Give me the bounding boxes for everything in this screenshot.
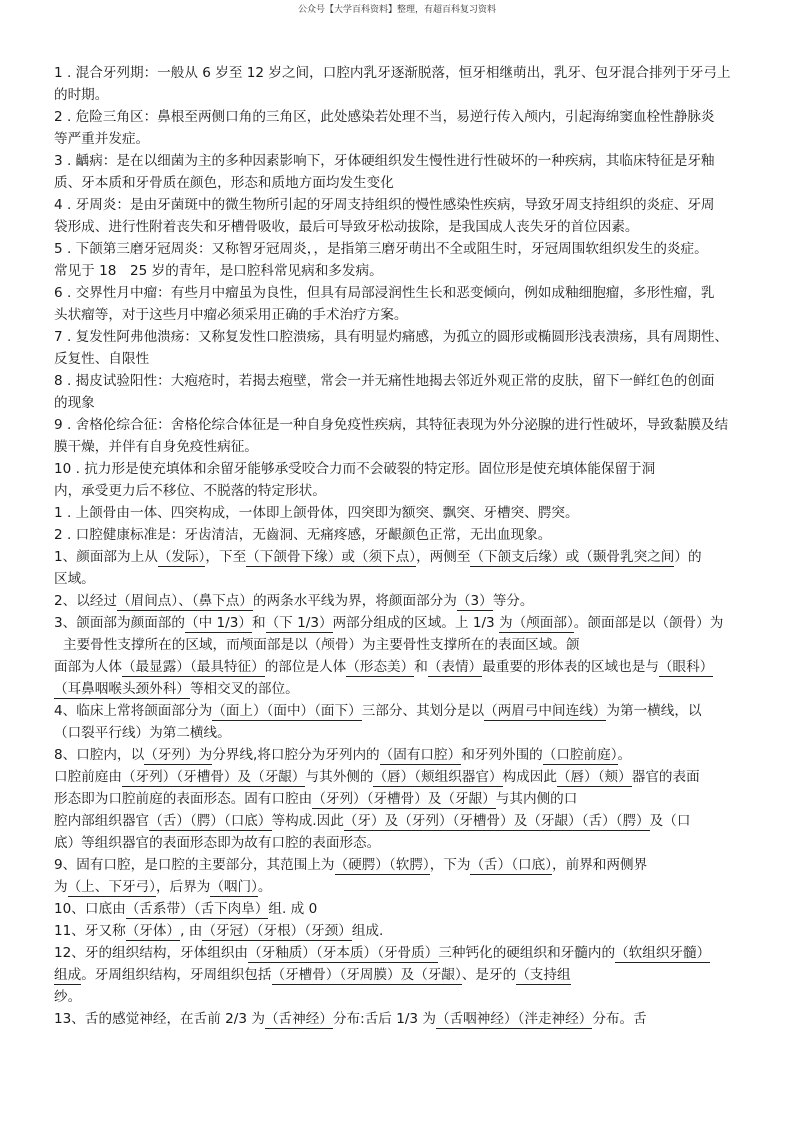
text-segment: 8、口腔内，以: [54, 747, 145, 763]
text-line: [54, 788, 754, 810]
text-segment: 等分。: [492, 593, 534, 609]
text-line: [54, 920, 754, 942]
underlined-answer: （口腔前庭）: [542, 747, 618, 763]
text-line: [54, 414, 754, 436]
underlined-answer: （3）: [456, 593, 493, 609]
text-line: [54, 656, 754, 678]
underlined-answer: （唇）（颊组织器官）: [373, 769, 503, 785]
text-line: [54, 568, 754, 590]
text-line: [54, 282, 754, 304]
text-segment: 纱。: [54, 989, 82, 1005]
document-body: [54, 62, 754, 1030]
text-segment: 1 . 混合牙列期：一般从 6 岁至 12 岁之间，口腔内乳牙逐渐脱落，恒牙相继萌出，乳牙、包牙混合排列于牙弓上: [54, 65, 731, 81]
text-segment: 8 . 揭皮试验阳性：大疱疮时，若揭去疱壁，常会一并无痛性地揭去邻近外观正常的皮肤，留下一鲜红色的创面: [54, 373, 715, 389]
text-segment: 主要骨性支撑所在的区域，而颅面部是以（颅骨）为主要骨性支撑所在的表面区域。颌: [63, 637, 580, 653]
text-segment: 12、牙的组织结构，牙体组织由: [54, 945, 249, 961]
text-line: [54, 502, 754, 524]
text-line: [54, 238, 754, 260]
text-segment: 1、颜面部为上从: [54, 549, 158, 565]
underlined-answer: 为（颅面部）: [499, 615, 574, 631]
underlined-answer: （两眉弓中间连线）: [484, 703, 607, 719]
underlined-answer: （牙列）（牙槽骨）及（牙龈）: [312, 791, 496, 807]
text-line: [54, 744, 754, 766]
underlined-answer: （舌）（腭）（口底）: [149, 813, 272, 829]
underlined-answer: （固有口腔）: [379, 747, 462, 763]
text-segment: 区域。: [54, 571, 95, 587]
text-segment: 10、口底由: [54, 901, 126, 917]
text-segment: ，下至: [205, 549, 247, 565]
text-segment: 膜干燥，并伴有自身免疫性病征。: [54, 439, 258, 455]
text-line: [54, 810, 754, 832]
text-segment: 的部位是人体: [264, 659, 347, 675]
underlined-answer: （咽门）: [210, 879, 258, 895]
text-segment: 构成因此: [502, 769, 557, 785]
text-segment: , 由: [180, 923, 203, 939]
page-header: 公众号【大学百科资料】整理，有超百科复习资料: [297, 5, 496, 15]
text-line: [54, 524, 754, 546]
underlined-answer: （舌咽神经）（泮走神经）: [436, 1011, 593, 1027]
underlined-answer: （下颌骨下缘）或（须下点）: [246, 549, 417, 565]
underlined-answer: （中 1/3）: [185, 615, 252, 631]
text-segment: 质、牙本质和牙骨质在颜色，形态和质地方面均发生变化: [54, 175, 394, 191]
text-segment: 的时期。: [54, 87, 109, 103]
underlined-answer: （支持组: [516, 967, 571, 983]
text-line: [54, 766, 754, 788]
text-segment: 器官的表面: [631, 769, 700, 785]
text-segment: （口裂平行线）为第二横线。: [54, 725, 231, 741]
text-segment: 。: [257, 879, 272, 895]
text-segment: 及（口: [649, 813, 691, 829]
underlined-answer: （耳鼻咽喉头颈外科）: [54, 681, 190, 697]
underlined-answer: （眉间点）、（鼻下点）: [117, 593, 253, 609]
text-segment: 三部分、其划分是以: [361, 703, 485, 719]
text-segment: 口腔前庭由: [54, 769, 122, 785]
text-line: [54, 436, 754, 458]
text-line: [54, 832, 754, 854]
text-segment: 4 . 牙周炎：是由牙菌斑中的微生物所引起的牙周支持组织的慢性感染性疾病，导致牙周支持组织的炎症、牙周: [54, 197, 715, 213]
text-segment: 6 . 交界性月中瘤：有些月中瘤虽为良性，但具有局部浸润性生长和恶变倾向，例如成釉细胞瘤，多形性瘤，乳: [54, 285, 715, 301]
underlined-answer: （上、下牙弓）: [67, 879, 156, 895]
underlined-answer: （下颌支后缘）或（颞骨乳突之间: [470, 549, 675, 565]
text-segment: ，下为: [429, 857, 471, 873]
text-segment: 3 . 齲病：是在以细菌为主的多种因素影响下，牙体硬组织发生慢性进行性破坏的一种疾病，其临床特征是牙釉: [54, 153, 715, 169]
text-segment: ，前界和两侧界: [552, 857, 648, 873]
underlined-answer: （牙冠）（牙根）（牙颈）: [202, 923, 352, 939]
text-line: [54, 348, 754, 370]
text-segment: 和: [251, 615, 266, 631]
text-line: [54, 216, 754, 238]
text-line: [54, 634, 754, 656]
underlined-answer: （牙釉质）（牙本质）（牙骨质）: [248, 945, 439, 961]
underlined-answer: （牙槽骨）（牙周膜）及（牙龈）: [271, 967, 462, 983]
underlined-answer: （牙）及（牙列）（牙槽骨）及（牙龈）（舌）（腭）: [343, 813, 650, 829]
text-line: [54, 392, 754, 414]
text-line: [54, 612, 754, 634]
text-segment: ，后界为: [155, 879, 211, 895]
text-line: [54, 546, 754, 568]
text-line: [54, 150, 754, 172]
text-line: [54, 678, 754, 700]
text-line: [54, 370, 754, 392]
text-segment: 反复性、自限性: [54, 351, 150, 367]
underlined-answer: （下 1/3）: [265, 615, 333, 631]
text-segment: 常见于 18 25 岁的青年，是口腔科常见病和多发病。: [54, 263, 383, 279]
text-line: [54, 458, 754, 480]
text-segment: 的两条水平线为界，将颜面部分为: [252, 593, 457, 609]
underlined-answer: （形态美）: [346, 659, 415, 675]
text-segment: 为: [54, 879, 68, 895]
text-line: [54, 326, 754, 348]
text-line: [54, 986, 754, 1008]
text-segment: 最重要的形体表的区域也是与: [482, 659, 659, 675]
text-line: [54, 590, 754, 612]
text-line: [54, 260, 754, 282]
text-segment: 为第一横线，以: [606, 703, 702, 719]
text-line: [54, 876, 754, 898]
text-segment: 分布:舌后 1/3 为: [332, 1011, 436, 1027]
text-line: [54, 898, 754, 920]
text-segment: ，两侧至: [416, 549, 471, 565]
text-segment: 10 . 抗力形是使充填体和余留牙能够承受咬合力而不会破裂的特定形。固位形是使充填体能保留于洞: [54, 461, 656, 477]
text-segment: 5 . 下颌第三磨牙冠周炎：又称智牙冠周炎，，是指第三磨牙萌出不全或阻生时，牙冠周围软组织发生的炎症。: [54, 241, 708, 257]
text-segment: 3、颌面部为颜面部的: [54, 615, 185, 631]
text-segment: 11、牙又称: [54, 923, 126, 939]
text-segment: 分布。舌: [592, 1011, 647, 1027]
underlined-answer: （发际）: [157, 549, 206, 565]
text-segment: 头状瘤等，对于这些月中瘤必须采用正确的手术治疗方案。: [54, 307, 408, 323]
underlined-answer: （唇）（颊）: [556, 769, 632, 785]
text-segment: 2、以经过: [54, 593, 118, 609]
text-segment: 底）等组织器官的表面形态即为故有口腔的表面形态。: [54, 835, 381, 851]
text-segment: 4、临床上常将颌面部分为: [54, 703, 213, 719]
underlined-answer: （软组织牙髓）: [615, 945, 711, 961]
underlined-answer: 组成: [54, 967, 82, 983]
underlined-answer: （舌系带）（舌下肉阜）: [125, 901, 269, 917]
text-line: [54, 84, 754, 106]
text-segment: 。颌面部是以（颌骨）为: [573, 615, 724, 631]
text-segment: 三种钙化的硬组织和牙髓内的: [438, 945, 616, 961]
text-segment: 和牙列外围的: [461, 747, 543, 763]
text-line: [54, 722, 754, 744]
text-segment: 分界线,将口腔分为牙列内的: [212, 747, 380, 763]
text-line: [54, 304, 754, 326]
text-segment: 内，承受更力后不移位、不脱落的特定形状。: [54, 483, 326, 499]
text-line: [54, 172, 754, 194]
text-segment: 面部为人体: [54, 659, 122, 675]
underlined-answer: （面上）（面中）（面下）: [212, 703, 362, 719]
text-segment: 组成.: [351, 923, 384, 939]
text-segment: 7 . 复发性阿弗他溃疡：又称复发性口腔溃疡，具有明显灼痛感，为孤立的圆形或椭圆形浅表溃疡，具有周期性、: [54, 329, 729, 345]
text-line: [54, 854, 754, 876]
underlined-answer: （牙列）为: [144, 747, 213, 763]
text-line: [54, 194, 754, 216]
text-segment: 等相交叉的部位。: [189, 681, 299, 697]
text-line: [54, 480, 754, 502]
text-segment: 与其外侧的: [305, 769, 374, 785]
text-segment: 2 . 口腔健康标准是：牙齿清洁，无齒洞、无痛疼感，牙齦颜色正常，无出血现象。: [54, 527, 552, 543]
text-line: [54, 964, 754, 986]
text-segment: 等严重并发症。: [54, 131, 150, 147]
text-line: [54, 128, 754, 150]
text-segment: 、是牙的: [461, 967, 517, 983]
text-segment: 9 . 舍格伦综合征：舍格伦综合体征是一种自身免疫性疾病，其特征表现为外分泌腺的进行性破坏，导致黏膜及结: [54, 417, 729, 433]
text-segment: 形态即为口腔前庭的表面形态。固有口腔由: [54, 791, 313, 807]
text-segment: 组. 成 0: [268, 901, 318, 917]
text-segment: 和: [414, 659, 428, 675]
text-line: [54, 1008, 754, 1030]
text-line: [54, 700, 754, 722]
underlined-answer: （眼科）: [658, 659, 714, 675]
underlined-answer: （牙体）: [125, 923, 181, 939]
text-segment: 等构成.因此: [271, 813, 344, 829]
text-segment: 与其内侧的口: [495, 791, 578, 807]
text-segment: 腔内部组织器官: [54, 813, 150, 829]
text-line: [54, 62, 754, 84]
text-segment: 袋形成、进行性附着丧失和牙槽骨吸收，最后可导致牙松动拔除，是我国成人丧失牙的首位因素。: [54, 219, 639, 235]
text-segment: 1 . 上颌骨由一体、四突构成，一体即上颌骨体，四突即为额突、飘突、牙槽突、腭突。: [54, 505, 579, 521]
text-segment: 9、固有口腔，是口腔的主要部分，其范围上为: [54, 857, 335, 873]
underlined-answer: （硬腭）（软腭）: [334, 857, 430, 873]
text-segment: 两部分组成的区域。上 1/3: [332, 615, 500, 631]
underlined-answer: （舌）（口底）: [470, 857, 553, 873]
underlined-answer: （表情）: [427, 659, 483, 675]
text-line: [54, 942, 754, 964]
text-segment: ）的: [674, 549, 702, 565]
text-segment: 2 . 危险三角区：鼻根至两侧口角的三角区，此处感染若处理不当，易逆行传入颅内，引起海绵窦血栓性静脉炎: [54, 109, 715, 125]
text-segment: 。牙周组织结构，牙周组织包括: [81, 967, 272, 983]
text-segment: 。: [617, 747, 632, 763]
text-segment: 13、舌的感觉神经，在舌前 2/3 为: [54, 1011, 265, 1027]
underlined-answer: （牙列）（牙槽骨）及（牙龈）: [121, 769, 306, 785]
text-segment: 的现象: [54, 395, 95, 411]
text-line: [54, 106, 754, 128]
underlined-answer: （最显露）（最具特征）: [121, 659, 265, 675]
underlined-answer: （舌神经）: [264, 1011, 333, 1027]
